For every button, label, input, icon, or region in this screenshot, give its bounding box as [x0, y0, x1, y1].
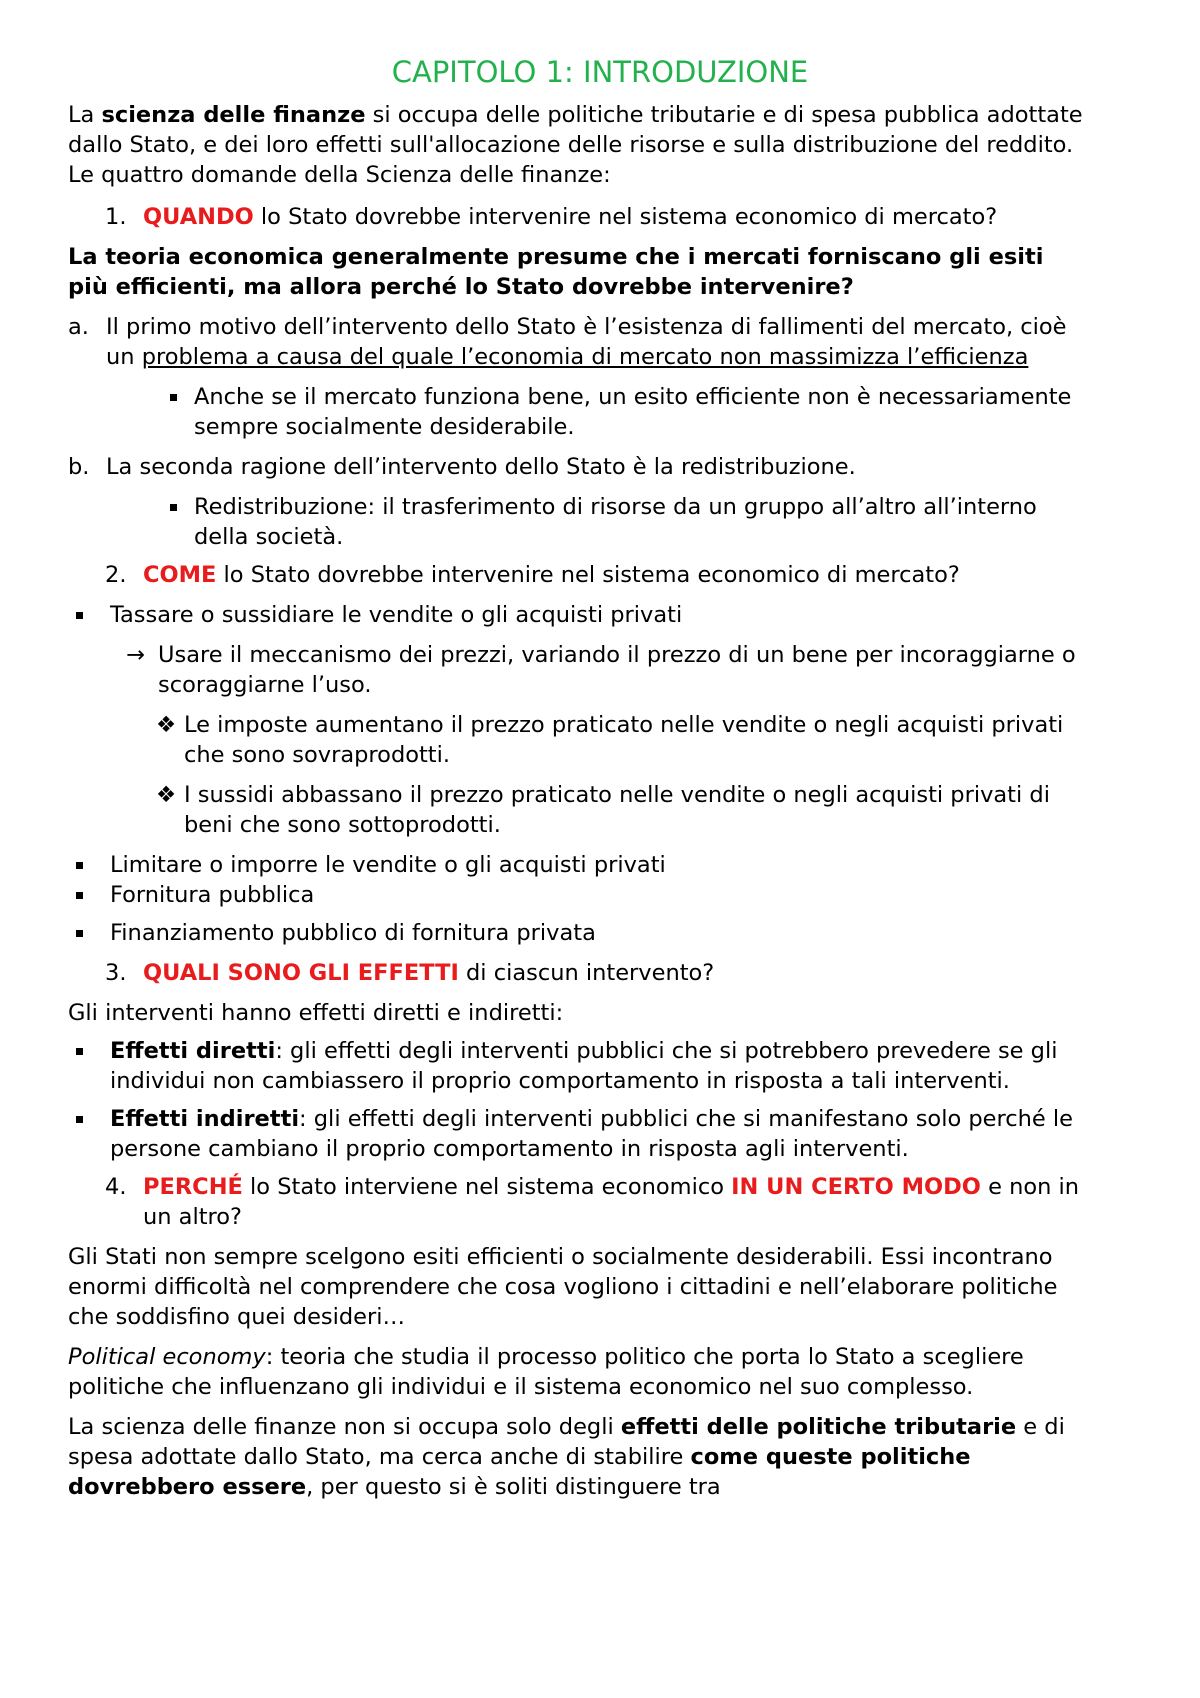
- question-1-number: 1.: [105, 204, 127, 230]
- effects-direct-label: Effetti diretti: [110, 1038, 276, 1064]
- how-item-limit-text: Limitare o imporre le vendite o gli acquisti privati: [110, 852, 666, 878]
- question-1: [68, 202, 1090, 232]
- question-4: [68, 1172, 1090, 1232]
- closing-text-1: La scienza delle finanze non si occupa solo degli: [68, 1414, 621, 1440]
- question-2-keyword: COME: [143, 562, 217, 588]
- list-item-a-underlined: problema a causa del quale l’economia di mercato non massimizza l’efficienza: [141, 344, 1029, 370]
- question-2-number: 2.: [105, 562, 127, 588]
- question-2-text: lo Stato dovrebbe intervenire nel sistema economico di mercato?: [216, 562, 960, 588]
- how-item-limit: [68, 850, 1090, 880]
- political-economy-paragraph: [68, 1342, 1090, 1402]
- list-item-b-sub: [68, 492, 1090, 552]
- intro-paragraph: [68, 100, 1090, 190]
- list-item-a-sub: [68, 382, 1090, 442]
- list-item-b-text: La seconda ragione dell’intervento dello Stato è la redistribuzione.: [106, 454, 856, 480]
- how-item-finance: [68, 918, 1090, 948]
- effects-direct: [68, 1036, 1090, 1096]
- effects-indirect: [68, 1104, 1090, 1164]
- list-item-a-text: Il primo motivo dell’intervento dello Stato è l’esistenza di fallimenti del mercato, cioè un: [106, 314, 1067, 370]
- square-bullet-icon: [68, 600, 110, 630]
- square-bullet-icon: [162, 382, 194, 442]
- question-4-number: 4.: [105, 1174, 127, 1200]
- how-item-diamond-1: [68, 710, 1090, 770]
- list-item-b-sub-text: Redistribuzione: il trasferimento di risorse da un gruppo all’altro all’interno della società.: [194, 494, 1037, 550]
- effects-indirect-text: : gli effetti degli interventi pubblici che si manifestano solo perché le persone cambiano il proprio comportamento in risposta agli interventi.: [110, 1106, 1073, 1162]
- question-1-text: lo Stato dovrebbe intervenire nel sistema economico di mercato?: [253, 204, 998, 230]
- square-bullet-icon: [68, 1104, 110, 1164]
- theory-paragraph: [68, 242, 1090, 302]
- square-bullet-icon: [68, 880, 110, 910]
- list-item-a-marker: a.: [68, 314, 89, 340]
- how-item-diamond-2-text: I sussidi abbassano il prezzo praticato nelle vendite o negli acquisti privati di beni che sono sottoprodotti.: [184, 782, 1050, 838]
- square-bullet-icon: [162, 492, 194, 552]
- arrow-right-icon: →: [126, 642, 145, 668]
- list-item-a: [68, 312, 1090, 372]
- how-item-arrow-text: Usare il meccanismo dei prezzi, variando il prezzo di un bene per incoraggiarne o scoraggiarne l’uso.: [158, 642, 1076, 698]
- list-item-b-marker: b.: [68, 454, 90, 480]
- how-item-supply-text: Fornitura pubblica: [110, 882, 315, 908]
- chapter-title: CAPITOLO 1: INTRODUZIONE: [391, 55, 809, 89]
- closing-bold-1: effetti delle politiche tributarie: [620, 1414, 1017, 1440]
- question-3: [68, 958, 1090, 988]
- effects-intro: Gli interventi hanno effetti diretti e indiretti:: [68, 1000, 564, 1026]
- how-item-tax: [68, 600, 1090, 630]
- question-3-keyword: QUALI SONO GLI EFFETTI: [143, 960, 459, 986]
- question-4-keyword-2: IN UN CERTO MODO: [731, 1174, 981, 1200]
- how-item-tax-text: Tassare o sussidiare le vendite o gli acquisti privati: [110, 602, 683, 628]
- question-4-text-2: e non in un altro?: [143, 1174, 1080, 1230]
- political-economy-text: : teoria che studia il processo politico che porta lo Stato a scegliere politiche che influenzano gli individui e il sistema economico nel suo complesso.: [68, 1344, 1024, 1400]
- political-economy-term: Political economy: [68, 1344, 266, 1370]
- theory-bold-text: La teoria economica generalmente presume che i mercati forniscano gli esiti più efficienti, ma allora perché lo Stato dovrebbe intervenire?: [68, 244, 1044, 300]
- question-3-number: 3.: [105, 960, 127, 986]
- question-4-keyword: PERCHÉ: [143, 1174, 243, 1200]
- effects-direct-text: : gli effetti degli interventi pubblici che si potrebbero prevedere se gli individui non cambiassero il proprio comportamento in risposta a tali interventi.: [110, 1038, 1058, 1094]
- how-item-supply: [68, 880, 1090, 910]
- diamond-bullet-icon: ❖: [156, 782, 177, 808]
- how-item-diamond-2: [68, 780, 1090, 840]
- intro-text-1: La: [68, 102, 102, 128]
- question-2: [68, 560, 1090, 590]
- closing-bold-2: come queste politiche dovrebbero essere: [68, 1444, 971, 1500]
- list-item-b: [68, 452, 1090, 482]
- how-item-finance-text: Finanziamento pubblico di fornitura privata: [110, 920, 596, 946]
- square-bullet-icon: [68, 1036, 110, 1096]
- states-paragraph: Gli Stati non sempre scelgono esiti efficienti o socialmente desiderabili. Essi incontrano enormi difficoltà nel comprendere che cosa vogliono i cittadini e nell’elaborare politiche che soddisfino quei desideri…: [68, 1244, 1058, 1330]
- question-4-text-1: lo Stato interviene nel sistema economico: [242, 1174, 732, 1200]
- closing-text-3: , per questo si è soliti distinguere tra: [306, 1474, 721, 1500]
- closing-text-2: e di spesa adottate dallo Stato, ma cerca anche di stabilire: [68, 1414, 1065, 1470]
- square-bullet-icon: [68, 918, 110, 948]
- question-1-keyword: QUANDO: [143, 204, 254, 230]
- how-item-arrow: [68, 640, 1090, 700]
- how-item-diamond-1-text: Le imposte aumentano il prezzo praticato nelle vendite o negli acquisti privati che sono sovraprodotti.: [184, 712, 1064, 768]
- list-item-a-sub-text: Anche se il mercato funziona bene, un esito efficiente non è necessariamente sempre socialmente desiderabile.: [194, 384, 1072, 440]
- square-bullet-icon: [68, 850, 110, 880]
- question-3-text: di ciascun intervento?: [458, 960, 715, 986]
- effects-indirect-label: Effetti indiretti: [110, 1106, 300, 1132]
- intro-text-2: si occupa delle politiche tributarie e di spesa pubblica adottate dallo Stato, e dei loro effetti sull'allocazione delle risorse e sulla distribuzione del reddito. Le quattro domande della Scienza delle finanze:: [68, 102, 1083, 188]
- closing-paragraph: [68, 1412, 1090, 1502]
- diamond-bullet-icon: ❖: [156, 712, 177, 738]
- intro-bold-term: scienza delle finanze: [101, 102, 366, 128]
